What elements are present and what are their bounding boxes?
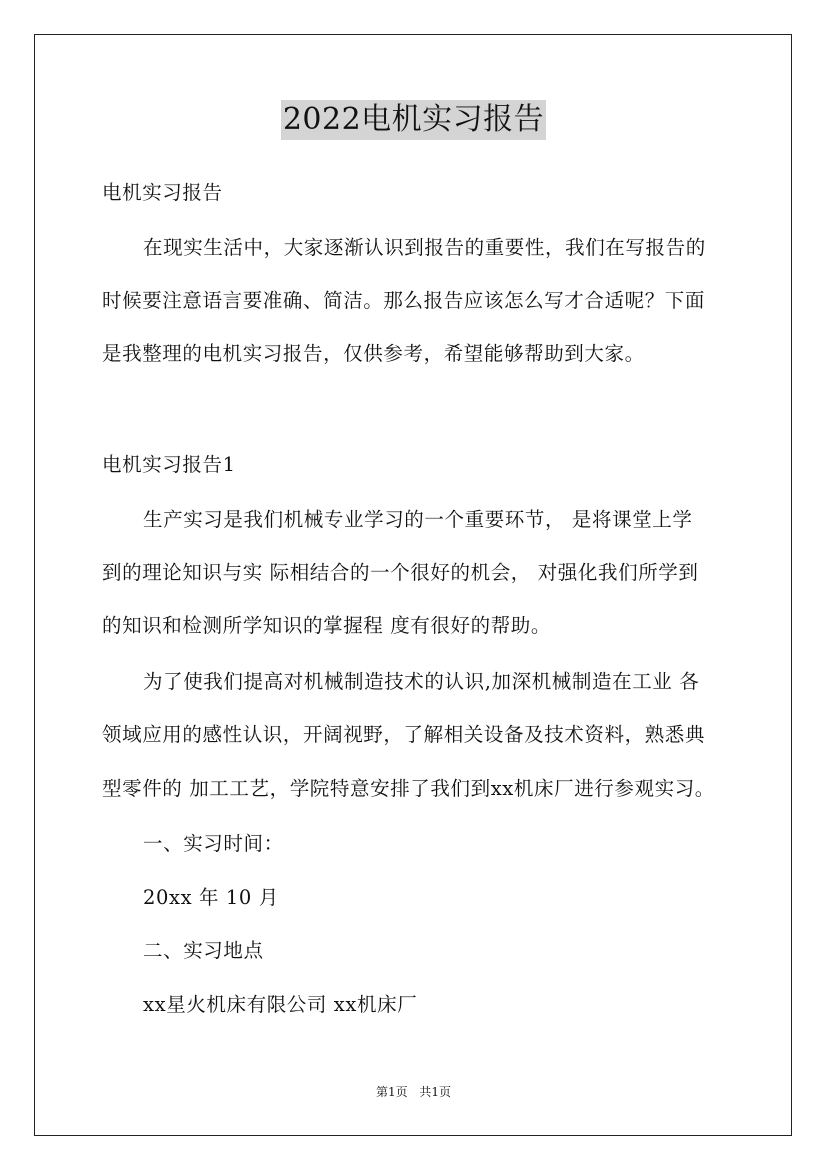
- para2-line-3: 型零件的 加工工艺，学院特意安排了我们到xx机床厂进行参观实习。: [102, 777, 715, 800]
- item2-value: xx星火机床有限公司 xx机床厂: [143, 993, 418, 1016]
- page-number-current: 第1页: [375, 1085, 408, 1099]
- para1-line-3: 的知识和检测所学知识的掌握程 度有很好的帮助。: [102, 614, 551, 637]
- item1-label: 一、实习时间：: [143, 832, 284, 855]
- document-title: 2022电机实习报告: [281, 100, 546, 140]
- para1-line-2: 到的理论知识与实 际相结合的一个很好的机会， 对强化我们所学到: [102, 561, 699, 584]
- intro-line-3: 是我整理的电机实习报告，仅供参考，希望能够帮助到大家。: [102, 342, 645, 365]
- section-heading: 电机实习报告1: [102, 453, 236, 476]
- intro-line-1: 在现实生活中，大家逐渐认识到报告的重要性，我们在写报告的: [143, 236, 706, 259]
- page-number-total: 共1页: [419, 1085, 452, 1099]
- item1-value: 20xx 年 10 月: [143, 886, 279, 909]
- para2-line-2: 领域应用的感性认识，开阔视野，了解相关设备及技术资料，熟悉典: [102, 723, 706, 746]
- page-footer: [0, 1084, 827, 1100]
- para2-line-1: 为了使我们提高对机械制造技术的认识,加深机械制造在工业 各: [143, 670, 700, 693]
- item2-label: 二、实习地点: [143, 939, 264, 962]
- para1-line-1: 生产实习是我们机械专业学习的一个重要环节， 是将课堂上学: [143, 508, 693, 531]
- intro-line-2: 时候要注意语言要准确、简洁。那么报告应该怎么写才合适呢？下面: [102, 289, 706, 312]
- document-subtitle: 电机实习报告: [102, 181, 223, 204]
- title-container: [0, 100, 827, 140]
